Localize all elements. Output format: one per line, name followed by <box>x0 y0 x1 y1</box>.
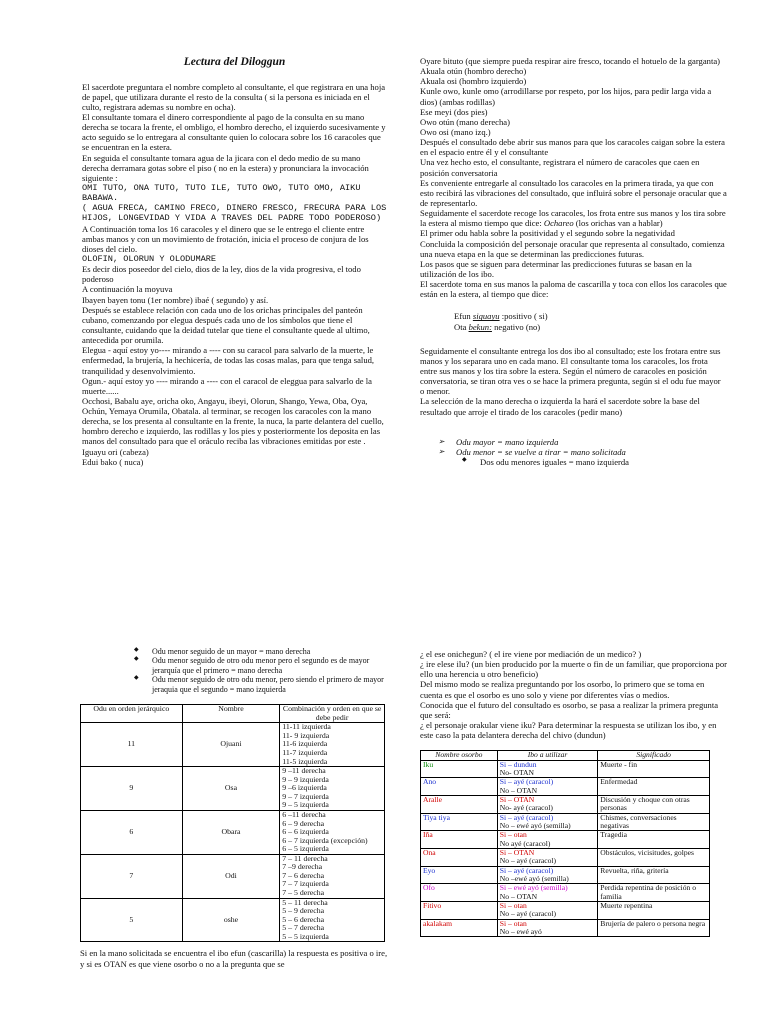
odu-name: Osa <box>182 767 280 811</box>
ibo-line: No – ewé ayó <box>499 927 542 937</box>
odu-name: Ojuani <box>182 723 280 767</box>
odu-subrule-item: ◆ Dos odu menores iguales = mano izquierda <box>460 457 727 467</box>
odu-menor-rule: ◆ Odu menor seguido de otro odu menor pero el segundo es de mayor jerarquía que el primero = mano derecha <box>132 656 390 675</box>
significado-cell <box>598 831 710 849</box>
combination-line: 7 – 11 derecha <box>282 853 328 863</box>
ibo-cell <box>497 795 598 813</box>
ibo-cell <box>497 902 598 920</box>
paragraph: Después el consultado debe abrir sus manos para que los caracoles caigan sobre la estera en el espacio entre él y el consultante <box>420 137 725 158</box>
left-column-top <box>82 56 387 467</box>
efun-line <box>420 311 727 321</box>
significado-cell <box>598 760 710 778</box>
table-row <box>81 854 385 898</box>
table-header-row <box>81 705 385 723</box>
seleccion-paragraph: La selección de la mano derecha o izquierda la hará el sacerdote sobre la base del resultado que arroje el tirado de los caracoles (pedir mano) <box>420 396 700 417</box>
paragraph: Del mismo modo se realiza preguntando por los osorbo, lo primero que se toma en cuenta es que el osorbo es uno solo y viene por diferentes vías o medios. <box>420 679 705 700</box>
ibo-line: No –ewé ayó (semilla) <box>499 874 569 884</box>
ibo-line: No- OTAN <box>499 767 534 777</box>
paragraph: El primer odu habla sobre la positividad y el segundo sobre la negatividad <box>420 228 675 239</box>
column-header: Odu en orden jerárquico <box>81 705 183 723</box>
osorbo-name: Fitivo <box>421 902 498 920</box>
significado-cell <box>598 849 710 867</box>
consultante-paragraph: Seguidamente el consultante entrega los dos ibo al consultado; este los frotara entre sus manos y los separara uno en cada mano. El consultante toma los caracoles, los frota entre sus manos y los tira sobre la estera. Según el número de caracoles en posición conversatoria, se tiran otra ves o se hace la primera pregunta, según si el odu fue mayor o menor. <box>420 345 721 397</box>
right-mid-paragraphs <box>420 228 727 299</box>
paragraph: Concluida la composición del personaje oracular que representa al consultado, comienza una nueva etapa en la que se determinan las predicciones futuras. <box>420 238 725 259</box>
paragraph: El sacerdote preguntara el nombre completo al consultante, el que registrara en una hoja de papel, que utilizara durante el resto de la consulta ( si la persona es iniciada en el culto, registrara ademas su nombre en ocha). <box>82 81 386 112</box>
odu-menor-rule: ◆ Odu menor seguido de otro odu menor, pero siendo el primero de mayor jeraquia que el segundo = mano izquierda <box>132 675 390 694</box>
odu-combinations <box>280 810 385 854</box>
paragraph: Elegua - aquí estoy yo---- mirando a ---- con su caracol para salvarlo de la muerte, le enfermedad, la brujería, la hechicería, de todas las cosas malas, para que tenga salud, tranquilidad y desenvolvimiento. <box>82 345 375 376</box>
paragraph: Conocida que el futuro del consultado es osorbo, se pasa a realizar la primera pregunta que será: <box>420 699 719 720</box>
combination-line: 6 – 5 izquierda <box>282 844 329 854</box>
ibo-cell <box>497 831 598 849</box>
odu-rule-item: ➢ Odu mayor = mano izquierda <box>434 437 727 447</box>
combination-line: 6 – 6 izquierda <box>282 827 329 837</box>
page-title: Lectura del Diloggun <box>183 56 286 68</box>
odu-name: Odi <box>182 854 280 898</box>
odu-number: 5 <box>81 898 183 942</box>
osorbo-name: Iña <box>421 831 498 849</box>
ibo-cell <box>497 760 598 778</box>
column-header: Nombre <box>182 705 280 723</box>
paragraph: Ese meyi (dos pies) <box>420 106 488 117</box>
invocation-translation: ( AGUA FRECA, CAMINO FRECO, DINERO FRESCO, FRECURA PARA LOS HIJOS, LONGEVIDAD Y VIDA A TRAVES DEL PADRE TODO PODEROSO) <box>82 203 387 224</box>
combination-line: 7 –9 derecha <box>282 862 323 872</box>
table-row <box>421 831 710 849</box>
sacerdote-note: (los orichas van a hablar) <box>573 218 663 229</box>
significado-line: Chismes, conversaciones negativas <box>600 812 677 831</box>
significado-cell <box>598 813 710 831</box>
table-row <box>421 849 710 867</box>
paragraph: ¿ el ese onichegun? ( el ire viene por mediación de un medico? ) <box>420 649 642 659</box>
left-top-paragraphs <box>82 82 387 183</box>
significado-cell <box>598 795 710 813</box>
table-row <box>421 795 710 813</box>
combination-line: 9 –11 derecha <box>282 766 326 776</box>
combination-line: 5 – 6 derecha <box>282 914 325 924</box>
table-row <box>81 810 385 854</box>
significado-line: Perdida repentina de posición o familia <box>600 883 697 901</box>
ibo-line: Si – otan <box>499 918 527 928</box>
odu-menor-rule: ◆ Odu menor seguido de un mayor = mano derecha <box>132 647 390 656</box>
paragraph: Ogun.- aquí estoy yo ---- mirando a ---- con el caracol de eleggua para salvarlo de la muerte...... <box>82 375 372 396</box>
table-header-row <box>421 751 710 760</box>
left-bottom-paragraphs <box>82 264 387 467</box>
odu-number: 7 <box>81 854 183 898</box>
efun-label: Efun <box>454 311 473 322</box>
significado-line: Discusión y choque con otras personas <box>600 794 690 813</box>
paragraph: Owo osi (mano izq.) <box>420 126 491 137</box>
combination-line: 7 – 6 derecha <box>282 870 325 880</box>
ota-meaning: negativo (no) <box>491 321 541 332</box>
ibo-line: No – ewé ayó (semilla) <box>499 821 571 831</box>
combination-line: 5 – 5 izquierda <box>282 931 329 941</box>
ibo-cell <box>497 849 598 867</box>
osorbo-table <box>420 750 710 937</box>
paragraph: Akuala otún (hombro derecho) <box>420 66 527 77</box>
combination-line: 11- 9 izquierda <box>282 730 330 740</box>
significado-cell <box>598 884 710 902</box>
odu-combinations <box>280 723 385 767</box>
odu-subrule-list <box>420 457 727 467</box>
odu-rule-item: ➢ Odu menor = se vuelve a tirar = mano solicitada <box>434 447 727 457</box>
ibo-line: Si – OTAN <box>499 794 535 804</box>
paragraph: Es conveniente entregarle al consultado los caracoles en la primera tirada, ya que con esto recibirá las vibraciones del consultado, que influirá sobre el personaje oracular que a de representarlo. <box>420 177 727 208</box>
ibo-line: No – OTAN <box>499 891 538 901</box>
ibo-line: Si – otan <box>499 830 527 840</box>
efun-word: siguayu <box>472 311 500 322</box>
column-header: Combinación y orden en que se debe pedir <box>280 705 385 723</box>
ibo-line: Si – dundun <box>499 759 537 769</box>
odu-name: oshe <box>182 898 280 942</box>
ibo-line: Si – OTAN <box>499 848 535 858</box>
odu-menor-rules <box>80 647 390 694</box>
odu-hierarchy-table <box>80 704 385 942</box>
ibo-line: Si – ayé (caracol) <box>499 865 554 875</box>
significado-line: Muerte repentina <box>600 901 653 911</box>
significado-line: Tragedia <box>600 830 628 840</box>
ibo-line: No – ayé (caracol) <box>499 909 557 919</box>
odu-combinations <box>280 854 385 898</box>
paragraph: Kunle owo, kunle omo (arrodillarse por respeto, por los hijos, para pedir larga vida a dios) (ambas rodillas) <box>420 86 712 107</box>
left-column-bottom <box>80 647 390 969</box>
combination-line: 11-5 izquierda <box>282 756 328 766</box>
ibo-line: Si – otan <box>499 901 527 911</box>
table-row <box>421 902 710 920</box>
column-header: Significado <box>598 751 710 760</box>
osorbo-name: Iku <box>421 760 498 778</box>
table-row <box>421 813 710 831</box>
combination-line: 5 – 9 derecha <box>282 906 325 916</box>
column-header: Nombre osorbo <box>421 751 498 760</box>
table-row <box>421 866 710 884</box>
odu-rules-list <box>420 437 727 457</box>
significado-line: Brujería de palero o persona negra <box>600 918 706 928</box>
combination-line: 11-7 izquierda <box>282 748 328 757</box>
table-row <box>421 778 710 796</box>
ibo-cell <box>497 778 598 796</box>
combination-line: 6 – 9 derecha <box>282 818 325 828</box>
significado-line: Obstáculos, vicisitudes, golpes <box>600 848 694 858</box>
significado-line: Enfermedad <box>600 777 638 787</box>
table-row <box>421 919 710 937</box>
table-row <box>421 884 710 902</box>
combination-line: 6 – 7 izquierda (excepción) <box>282 835 368 845</box>
ibo-line: Si – ayé (caracol) <box>499 812 554 822</box>
paragraph: Oyare bituto (que siempre pueda respirar aire fresco, tocando el hotuelo de la garganta) <box>420 56 721 66</box>
significado-cell <box>598 919 710 937</box>
sacerdote-paragraph <box>420 208 727 228</box>
table-row <box>81 898 385 942</box>
osorbo-name: akalakam <box>421 919 498 937</box>
paragraph: Occhosi, Babalu aye, oricha oko, Angayu, ibeyi, Olorun, Shango, Yewa, Oba, Oya, Ochún, Yemaya Orumila, Obatala. al terminar, se recogen los caracoles con la mano derecha, se los presenta al consultante en la frente, la nuca, la parte delantera del cuello, hombro derecho e izquierdo, las rodillas y los pies y posteriormente los deposita en las manos del consultado para que el oráculo reciba las vibraciones emitidas por este . <box>82 395 384 447</box>
ibo-line: No – OTAN <box>499 785 538 795</box>
paragraph: El sacerdote toma en sus manos la paloma de cascarilla y toca con ellos los caracoles que están en la estera, al tiempo que dice: <box>420 279 727 300</box>
combination-line: 9 – 5 izquierda <box>282 800 329 810</box>
paragraph: Los pasos que se siguen para determinar las predicciones futuras se basan en la utilización de los ibo. <box>420 258 692 279</box>
osorbo-name: Tiya tiya <box>421 813 498 831</box>
combination-line: 9 – 7 izquierda <box>282 791 329 801</box>
paragraph: Ibayen bayen tonu (1er nombre) ibaé ( segundo) y así. <box>82 294 269 305</box>
paragraph: Después se establece relación con cada uno de los orichas principales del panteón cubano, comenzando por elegua después cada uno de los símbolos que tiene el consultante, cuidando que la deidad tutelar que tiene el consultante quede al ultimo, antecedida por orumila. <box>82 304 370 346</box>
significado-cell <box>598 902 710 920</box>
paragraph: En seguida el consultante tomara agua de la jicara con el dedo medio de su mano derecha derramara gotas sobre el piso ( no en la estera) y pronunciara la invocación siguiente : <box>82 152 369 183</box>
combination-line: 9 –6 izquierda <box>282 783 327 793</box>
osorbo-name: Ano <box>421 778 498 796</box>
paragraph: Edui bako ( nuca) <box>82 456 144 467</box>
ibo-line: No ayé (caracol) <box>499 838 551 848</box>
combination-line: 5 – 7 derecha <box>282 923 325 933</box>
ibo-line: Si – ewé ayó (semilla) <box>499 883 568 893</box>
combination-line: 9 – 9 izquierda <box>282 774 329 784</box>
table-row <box>421 760 710 778</box>
odu-number: 9 <box>81 767 183 811</box>
paragraph: Akuala osi (hombro izquierdo) <box>420 76 527 87</box>
table-row <box>81 767 385 811</box>
combination-line: 11-11 izquierda <box>282 722 331 732</box>
invocation-text: OMI TUTO, ONA TUTO, TUTO ILE, TUTO OWO, TUTO OMO, AIKU BABAWA. <box>82 182 361 204</box>
column-header: Ibo a utilizar <box>497 751 598 760</box>
odu-name: Obara <box>182 810 280 854</box>
significado-cell <box>598 778 710 796</box>
combination-line: 7 – 7 izquierda <box>282 879 329 889</box>
paragraph: A continuación la moyuva <box>82 284 173 295</box>
significado-line: Muerte - fin <box>600 759 637 769</box>
paragraph: ¿ ire elese ilu? (un bien producido por la muerte o fin de un familiar, que proporciona por ello una herencia u otro beneficio) <box>420 659 728 680</box>
continuation-paragraph: A Continuación toma los 16 caracoles y el dinero que se le entrego el cliente entre ambas manos y con un movimiento de frotación, inicia el proceso de conjura de los dioses del cielo. <box>82 223 369 254</box>
sacerdote-text: Seguidamente el sacerdote recoge los caracoles, los frota entre sus manos y los tira sobre la estera al mismo tiempo que dice: <box>420 208 726 229</box>
paragraph: El consultante tomara el dinero correspondiente al pago de la consulta en su mano derecha se tocara la frente, el ombligo, el hombro derecho, el izquierdo sucesivamente y acto seguido se lo entregara al consultante quien lo colocara sobre los 16 caracoles que se encuentran en la estera. <box>82 111 386 153</box>
odu-number: 11 <box>81 723 183 767</box>
efun-meaning: :positivo ( si) <box>499 311 548 322</box>
table-row <box>81 723 385 767</box>
right-top-paragraphs <box>420 56 727 208</box>
paragraph: Una vez hecho esto, el consultante, registrara el número de caracoles que caen en posición conversatoria <box>420 157 700 178</box>
combination-line: 11-6 izquierda <box>282 739 328 749</box>
ochareo-word: Ochareo <box>543 218 574 229</box>
paragraph: Es decir dios poseedor del cielo, dios de la ley, dios de la vida progresiva, el todo poderoso <box>82 264 361 285</box>
ibo-cell <box>497 919 598 937</box>
right-column-top <box>420 56 727 467</box>
osorbo-name: Aralle <box>421 795 498 813</box>
significado-cell <box>598 866 710 884</box>
ota-word: bekun: <box>468 321 492 332</box>
combination-line: 5 – 11 derecha <box>282 897 328 907</box>
ibo-cell <box>497 884 598 902</box>
combination-line: 7 – 5 derecha <box>282 888 325 897</box>
efun-answer-paragraph: Si en la mano solicitada se encuentra el ibo efun (cascarilla) la respuesta es positiva o ire, y si es OTAN es que viene osorbo o no a la pregunta que se <box>80 948 388 969</box>
osorbo-name: Eyo <box>421 866 498 884</box>
osorbo-name: Ona <box>421 849 498 867</box>
osorbo-paragraphs <box>420 649 727 740</box>
odu-combinations <box>280 898 385 942</box>
right-column-bottom <box>420 649 727 937</box>
significado-line: Revuelta, riña, gritería <box>600 865 669 875</box>
paragraph: ¿ el personaje orakular viene iku? Para determinar la respuesta se utilizan los ibo, y en este caso la pata delantera derecha del chivo (dundun) <box>420 719 717 741</box>
ibo-cell <box>497 866 598 884</box>
ibo-line: Si – ayé (caracol) <box>499 777 554 787</box>
ibo-cell <box>497 813 598 831</box>
ibo-line: No- ayé (caracol) <box>499 803 553 813</box>
olofin-invocation: OLOFIN, OLORUN Y OLODUMARE <box>82 253 217 264</box>
paragraph: Iguayu ori (cabeza) <box>82 446 149 457</box>
odu-number: 6 <box>81 810 183 854</box>
ota-line <box>420 322 727 332</box>
ota-label: Ota <box>454 321 469 332</box>
paragraph: Owo otún (mano derecha) <box>420 116 510 127</box>
ibo-line: No – ayé (caracol) <box>499 856 557 866</box>
odu-combinations <box>280 767 385 811</box>
osorbo-name: Ofo <box>421 884 498 902</box>
combination-line: 6 –11 derecha <box>282 809 326 819</box>
